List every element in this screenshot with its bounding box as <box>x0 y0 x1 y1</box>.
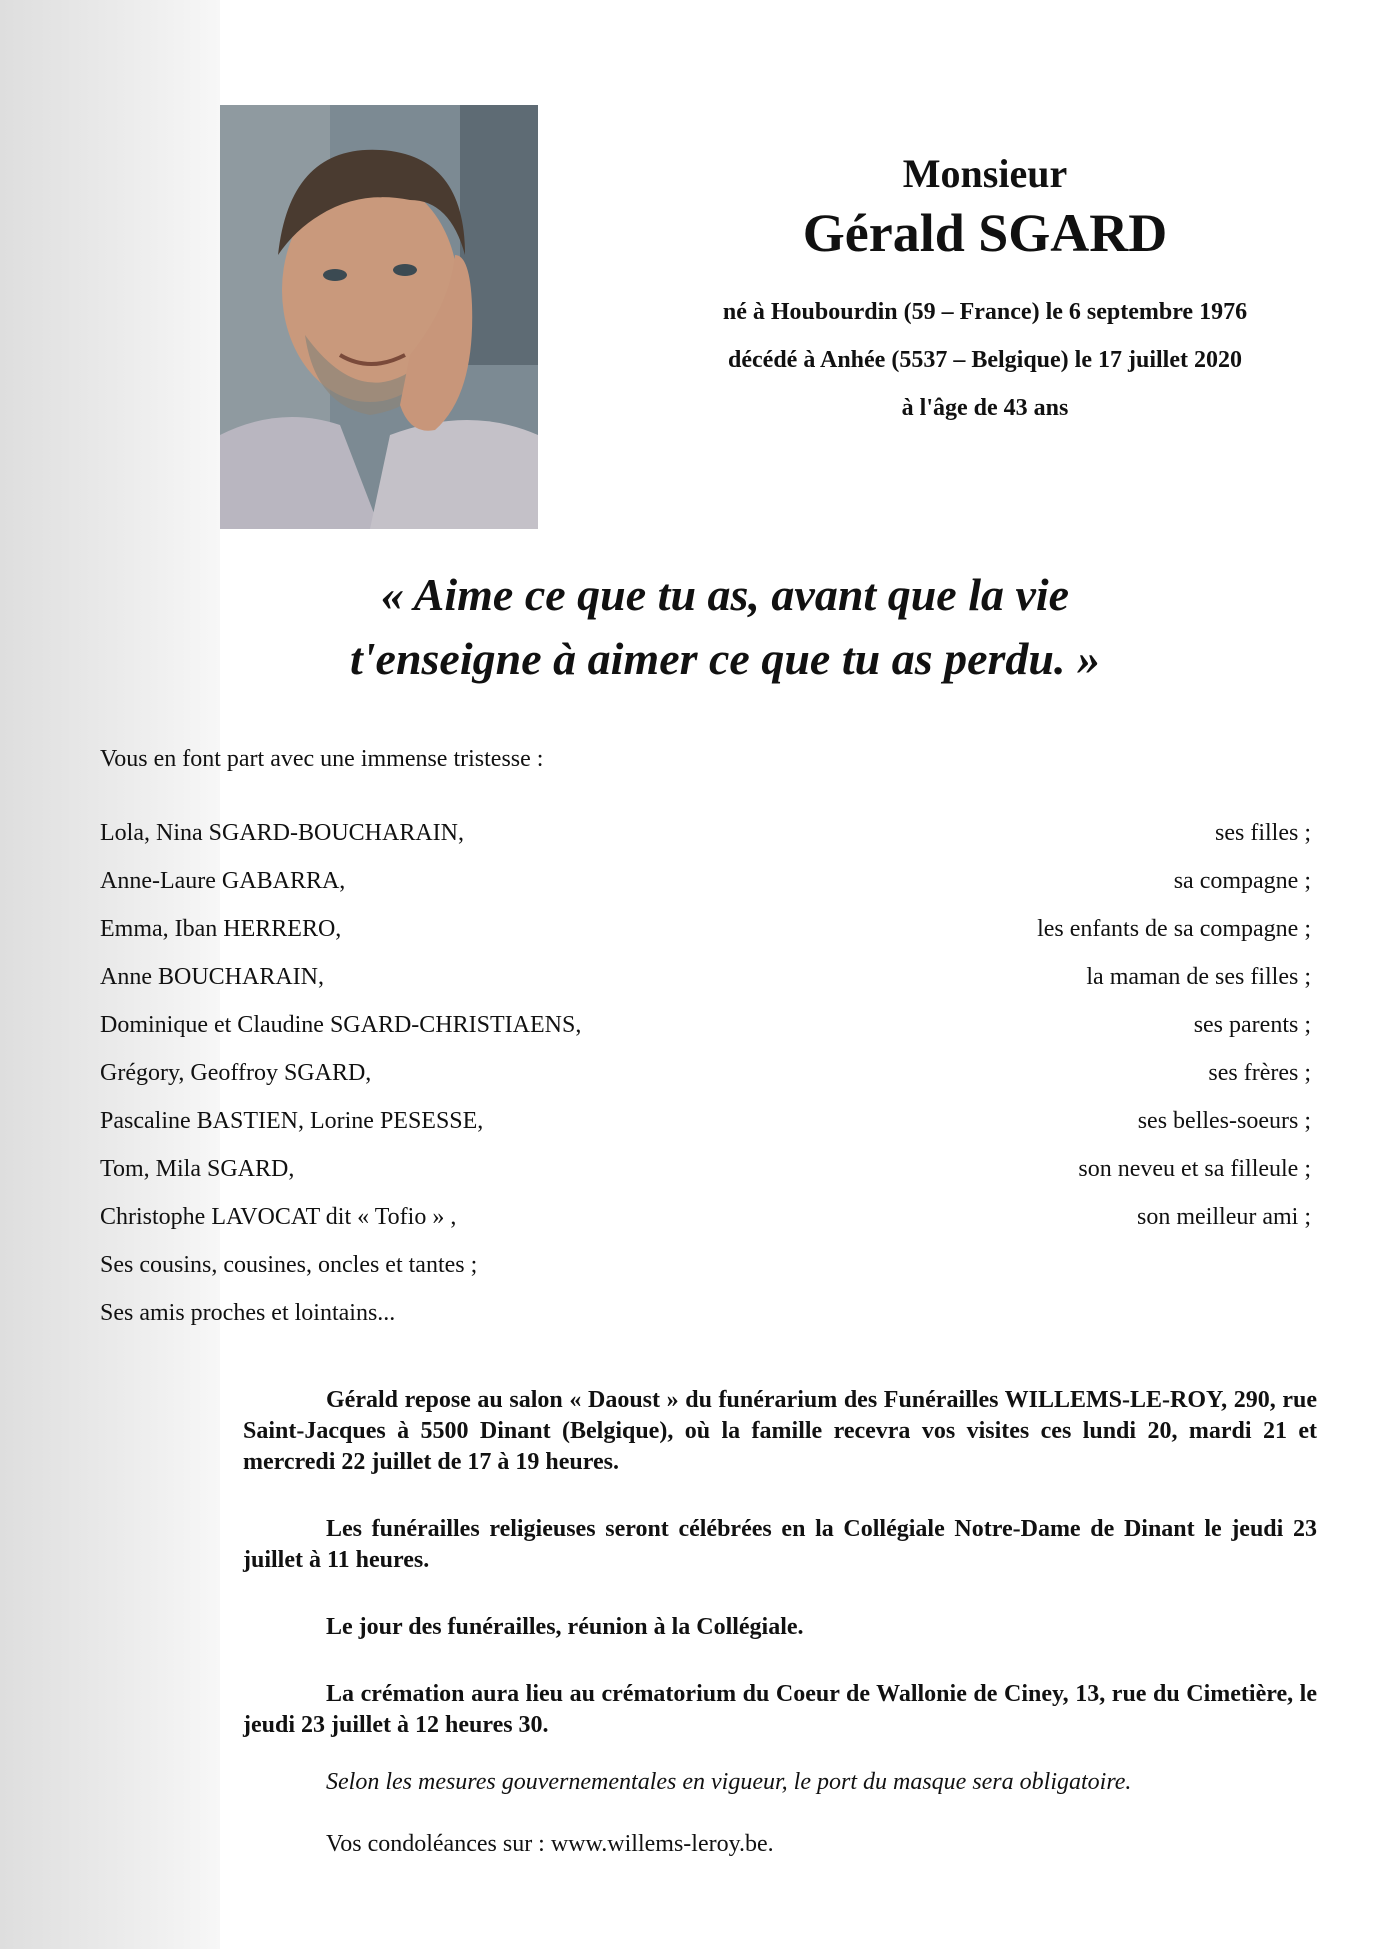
family-row <box>100 857 1317 905</box>
family-names: Ses amis proches et lointains... <box>100 1300 396 1326</box>
condolences-line: Vos condoléances sur : www.willems-leroy.be. <box>326 1831 774 1857</box>
family-row <box>100 1145 1317 1193</box>
family-relation: les enfants de sa compagne ; <box>1037 916 1311 942</box>
meeting-paragraph: Le jour des funérailles, réunion à la Collégiale. <box>326 1614 804 1640</box>
portrait-photo <box>220 105 538 529</box>
deceased-header <box>640 150 1330 432</box>
family-row <box>100 1049 1317 1097</box>
family-relation: ses filles ; <box>1215 820 1311 846</box>
family-row <box>100 1289 1317 1337</box>
announcement-intro: Vous en font part avec une immense tristesse : <box>100 746 544 772</box>
family-row <box>100 905 1317 953</box>
family-names: Grégory, Geoffroy SGARD, <box>100 1060 372 1086</box>
memorial-quote <box>160 563 1290 691</box>
cremation-paragraph: La crémation aura lieu au crématorium du Coeur de Wallonie de Ciney, 13, rue du Cimetière, le jeudi 23 juillet à 12 heures 30. <box>243 1681 1317 1738</box>
family-relation: ses parents ; <box>1193 1012 1311 1038</box>
family-relation <box>1311 1241 1317 1289</box>
family-relation: son neveu et sa filleule ; <box>1078 1156 1311 1182</box>
mask-notice: Selon les mesures gouvernementales en vigueur, le port du masque sera obligatoire. <box>326 1769 1132 1795</box>
portrait-illustration <box>220 105 538 529</box>
family-relation: sa compagne ; <box>1173 868 1311 894</box>
quote-line-1: « Aime ce que tu as, avant que la vie <box>380 569 1070 620</box>
quote-line-2: t'enseigne à aimer ce que tu as perdu. » <box>349 633 1101 684</box>
family-names: Anne-Laure GABARRA, <box>100 868 346 894</box>
family-names: Anne BOUCHARAIN, <box>100 964 324 990</box>
family-row <box>100 953 1317 1001</box>
closing-notes <box>326 1767 1316 1860</box>
family-relation: la maman de ses filles ; <box>1086 964 1311 990</box>
family-relation: ses frères ; <box>1208 1060 1311 1086</box>
family-names: Tom, Mila SGARD, <box>100 1156 295 1182</box>
family-row <box>100 1097 1317 1145</box>
family-names: Ses cousins, cousines, oncles et tantes ; <box>100 1252 478 1278</box>
ceremony-paragraph: Les funérailles religieuses seront célébrées en la Collégiale Notre-Dame de Dinant le jeudi 23 juillet à 11 heures. <box>243 1516 1317 1573</box>
family-names: Pascaline BASTIEN, Lorine PESESSE, <box>100 1108 484 1134</box>
funeral-details <box>243 1385 1317 1777</box>
visitation-paragraph: Gérald repose au salon « Daoust » du funérarium des Funérailles WILLEMS-LE-ROY, 290, rue Saint-Jacques à 5500 Dinant (Belgique), où la famille recevra vos visites ces lundi 20, mardi 21 et mercredi 22 juillet de 17 à 19 heures. <box>243 1387 1317 1475</box>
family-row <box>100 1001 1317 1049</box>
family-row <box>100 809 1317 857</box>
age-line: à l'âge de 43 ans <box>901 395 1069 421</box>
family-names: Emma, Iban HERRERO, <box>100 916 342 942</box>
family-relation <box>1311 1289 1317 1337</box>
honorific: Monsieur <box>902 151 1068 196</box>
death-line: décédé à Anhée (5537 – Belgique) le 17 juillet 2020 <box>728 347 1242 373</box>
family-relation: ses belles-soeurs ; <box>1137 1108 1311 1134</box>
family-list <box>100 809 1317 1337</box>
family-row <box>100 1193 1317 1241</box>
family-names: Lola, Nina SGARD-BOUCHARAIN, <box>100 820 464 846</box>
family-relation: son meilleur ami ; <box>1137 1204 1311 1230</box>
birth-line: né à Houbourdin (59 – France) le 6 septembre 1976 <box>722 299 1248 325</box>
family-names: Dominique et Claudine SGARD-CHRISTIAENS, <box>100 1012 582 1038</box>
deceased-name: Gérald SGARD <box>802 203 1168 263</box>
family-row <box>100 1241 1317 1289</box>
family-names: Christophe LAVOCAT dit « Tofio » , <box>100 1204 457 1230</box>
